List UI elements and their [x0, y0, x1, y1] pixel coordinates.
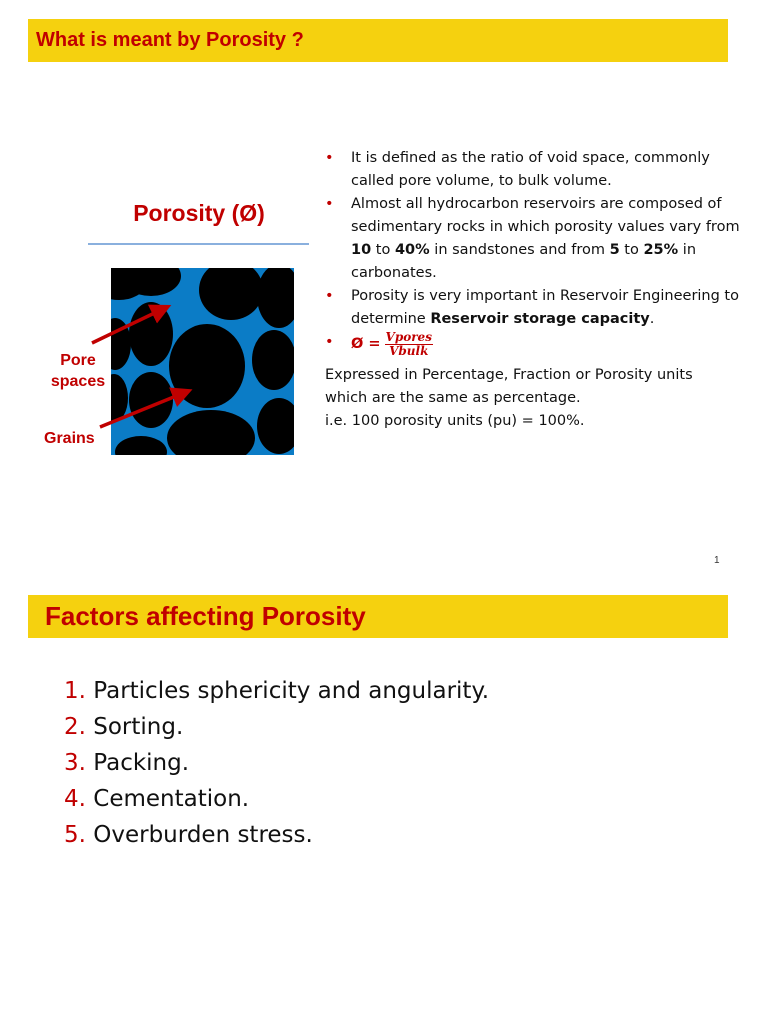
bullet-icon: • — [325, 288, 334, 304]
title-bar — [28, 595, 728, 638]
list-item: 2. Sorting. — [64, 714, 184, 740]
bullet-icon: • — [325, 334, 334, 350]
factors-list — [64, 673, 489, 853]
definition-bullets — [325, 147, 750, 358]
grains-label: Grains — [44, 430, 95, 447]
fraction — [385, 331, 433, 358]
porosity-formula — [351, 331, 433, 358]
grain — [169, 324, 245, 408]
bullet-item: • Porosity is very important in Reservoir Engineering to determine Reservoir storage capacity. — [325, 285, 750, 331]
title-bar — [28, 19, 728, 62]
page-number: 1 — [714, 555, 720, 566]
list-item: 1. Particles sphericity and angularity. — [64, 678, 490, 704]
slide-title: Factors affecting Porosity — [45, 601, 366, 631]
notes-block — [325, 364, 735, 433]
list-item: 3. Packing. — [64, 750, 190, 776]
list-item: 5. Overburden stress. — [64, 822, 313, 848]
bullet-item-formula — [325, 331, 750, 358]
slide-title: What is meant by Porosity ? — [36, 29, 304, 51]
grain — [129, 372, 173, 428]
list-item: 4. Cementation. — [64, 786, 250, 812]
grain — [129, 302, 173, 366]
phi-symbol: Ø = — [351, 336, 381, 352]
pore-spaces-label: Pore spaces — [50, 352, 106, 390]
bullet-item: • It is defined as the ratio of void space, commonly called pore volume, to bulk volume. — [325, 147, 750, 193]
bullet-item: • Almost all hydrocarbon reservoirs are composed of sedimentary rocks in which porosity values vary from 10 to 40% in sandstones and from 5 to 25% in carbonates. — [325, 193, 750, 285]
numerator: Vpores — [385, 330, 432, 344]
denominator: Vbulk — [389, 344, 429, 358]
note-expressed: Expressed in Percentage, Fraction or Porosity units which are the same as percentage. — [325, 367, 693, 406]
porosity-heading: Porosity (Ø) — [133, 200, 265, 226]
bullet-icon: • — [325, 196, 334, 212]
bullet-icon: • — [325, 150, 334, 166]
slide-factors — [0, 578, 768, 1024]
heading-underline — [88, 243, 309, 245]
pore-grains-diagram — [111, 268, 294, 455]
note-pu: i.e. 100 porosity units (pu) = 100%. — [325, 413, 585, 429]
grain — [252, 330, 294, 390]
